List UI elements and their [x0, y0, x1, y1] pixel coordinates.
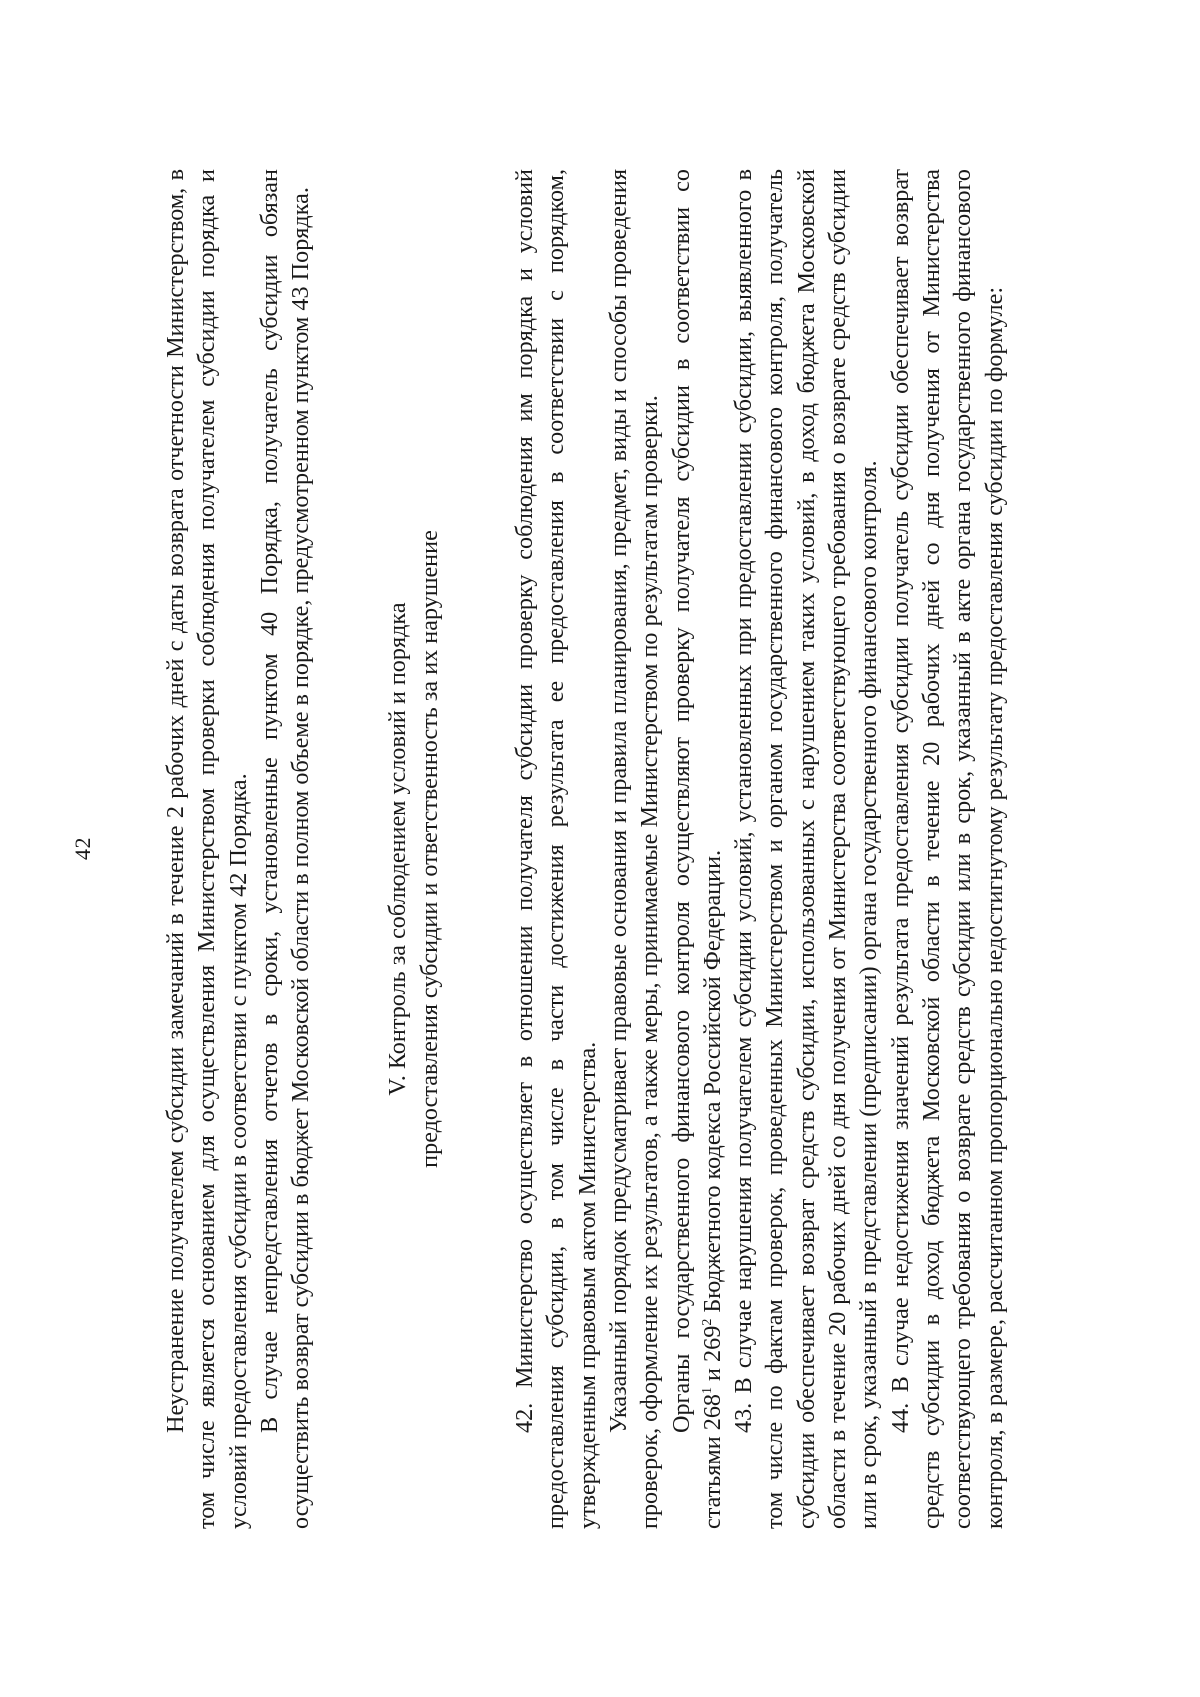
paragraph-42-ministry-inspection: 42. Министерство осуществляет в отношении получателя субсидии проверку соблюдения им порядка и условий предоставления субсидии, в том числе в части достижения результата ее предоставления в соответствии с порядком, утвержденным правовым актом Министерства. — [511, 169, 601, 1529]
section-heading-line-2: предоставления субсидии и ответственность за их нарушение — [415, 530, 443, 1168]
section-heading-line-1: V. Контроль за соблюдением условий и порядка — [384, 602, 412, 1096]
paragraph-financial-control-bodies — [666, 169, 729, 1529]
financial-control-text-2: и 269 — [698, 1325, 726, 1387]
superscript-2: 2 — [699, 1318, 715, 1326]
paragraph-43-violation-refund: 43. В случае нарушения получателем субсидии условий, установленных при предоставлении субсидии, выявленного в том числе по фактам проверок, проведенных Министерством и органом государственного финансового контроля, получатель субсидии обеспечивает возврат средств субсидии, использованных с нарушением таких условий, в доход бюджета Московской области в течение 20 рабочих дней со дня получения от Министерства соответствующего требования о возврате средств субсидии или в срок, указанный в представлении (предписании) органа государственного финансового контроля. — [730, 169, 883, 1529]
paragraph-inspection-procedure: Указанный порядок предусматривает правовые основания и правила планирования, предмет, виды и способы проведения проверок, оформление их результатов, а также меры, принимаемые Министерством по результатам проверки. — [604, 169, 664, 1529]
document-body — [160, 169, 1010, 1529]
paragraph-44-result-not-achieved: 44. В случае недостижения значений результата предоставления субсидии получатель субсидии обеспечивает возврат средств субсидии в доход бюджета Московской области в течение 20 рабочих дней со дня получения от Министерства соответствующего требования о возврате средств субсидии или в срок, указанный в акте органа государственного финансового контроля, в размере, рассчитанном пропорционально недостигнутому результату предоставления субсидии по формуле: — [886, 169, 1008, 1529]
superscript-1: 1 — [699, 1386, 715, 1394]
financial-control-text-1: Органы государственного финансового контроля осуществляют проверку получателя субсидии в соответствии со статьями 268 — [667, 169, 726, 1529]
paragraph-unremedied-remarks: Неустранение получателем субсидии замечаний в течение 2 рабочих дней с даты возврата отчетности Министерством, в том числе является основанием для осуществления Министерством проверки соблюдения получателем субсидии порядка и условий предоставления субсидии в соответствии с пунктом 42 Порядка. — [162, 169, 252, 1529]
section-heading — [382, 169, 445, 1529]
page-number: 42 — [70, 837, 95, 860]
paragraph-nonsubmission-reports: В случае непредставления отчетов в сроки, установленные пунктом 40 Порядка, получатель субсидии обязан осуществить возврат субсидии в бюджет Московской области в полном объеме в порядке, предусмотренном пунктом 43 Порядка. — [255, 169, 315, 1529]
financial-control-text-3: Бюджетного кодекса Российской Федерации. — [698, 849, 726, 1319]
